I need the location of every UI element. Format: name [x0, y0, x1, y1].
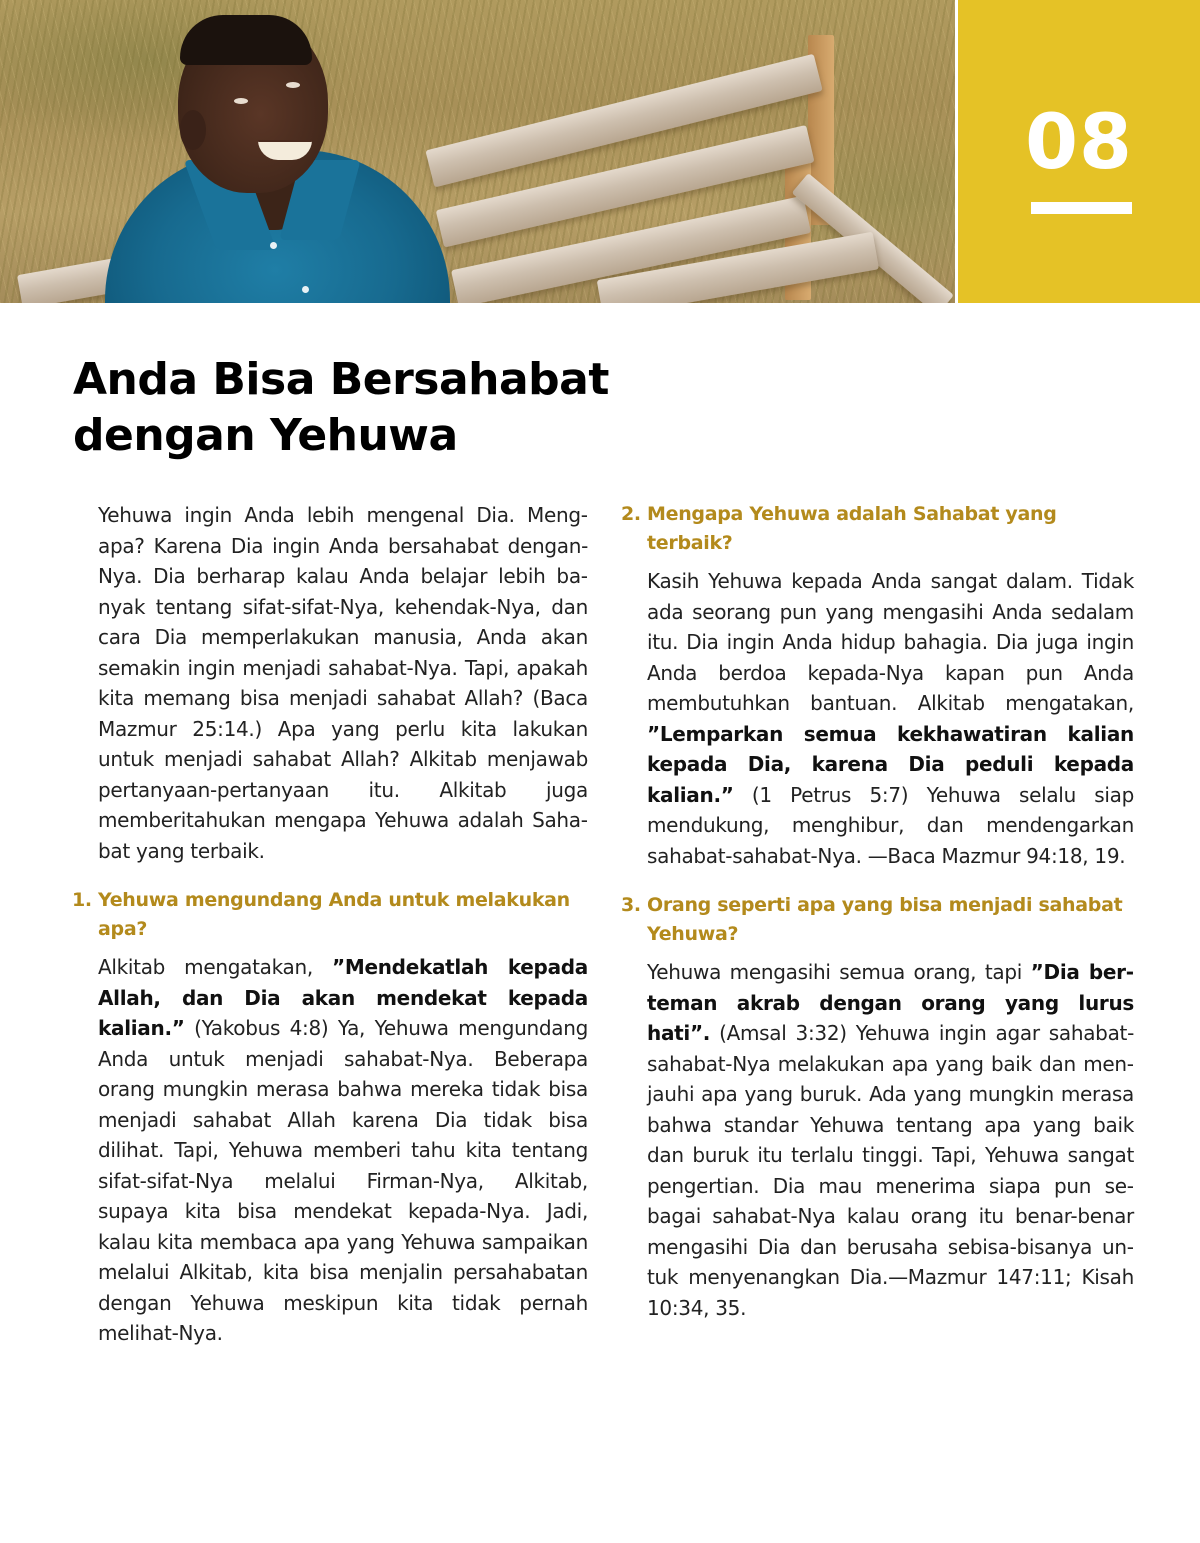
eye [286, 82, 300, 88]
hair [180, 15, 312, 65]
question-heading [72, 886, 588, 944]
ear [180, 110, 206, 150]
title-line-1: Anda Bisa Bersahabat [73, 354, 609, 405]
eye [234, 98, 248, 104]
question-text: Orang seperti apa yang bisa menjadi sahabat Yehuwa? [647, 894, 1123, 945]
left-column [72, 500, 588, 1349]
scripture-quote: ”Lemparkan semua kekhawatiran kalian kepada Dia, karena Dia peduli kepada kalian.” [647, 721, 1134, 807]
question-number: 3. [621, 894, 641, 916]
answer-text: (1 Petrus 5:7) Yehuwa selalu siap mendukung, menghibur, dan mendengarkan sahabat-sahabat-Nya. —Baca Mazmur 94:18, 19. [647, 782, 1134, 868]
answer-paragraph [98, 952, 588, 1349]
question-text: Mengapa Yehuwa adalah Sahabat yang terbaik? [647, 503, 1057, 554]
answer-text: (Amsal 3:32) Yehuwa ingin agar sahabat-sahabat-Nya melakukan apa yang baik dan menjauhi apa yang buruk. Ada yang mungkin merasa bahwa standar Yehuwa tentang apa yang baik dan buruk itu terlalu tinggi. Tapi, Yehuwa sangat pengertian. Dia mau menerima siapa pun sebagai sahabat-Nya kalau orang itu benar-benar mengasihi Dia dan berusaha sebisa-bisanya untuk menyenangkan Dia.—Mazmur 147:11; Kisah 10:34, 35. [647, 1021, 1134, 1320]
hero-photo [0, 0, 955, 303]
question-number: 2. [621, 503, 641, 525]
answer-text: (Yakobus 4:8) Ya, Yehuwa mengundang Anda untuk menjadi sahabat-Nya. Beberapa orang mungkin merasa bahwa mereka tidak bisa menjadi sahabat Allah karena Dia tidak bisa dilihat. Tapi, Yehuwa memberi tahu kita tentang sifat-sifat-Nya melalui Firman-Nya, Alkitab, supaya kita bisa mendekat kepada-Nya. Jadi, kalau kita membaca apa yang Yehuwa sampaikan melalui Alkitab, kita bisa menjalin persahabatan dengan Yehuwa meskipun kita tidak pernah melihat-Nya. [98, 1016, 588, 1345]
title-line-2: dengan Yehuwa [73, 410, 458, 461]
section-2 [621, 500, 1134, 871]
lesson-number-badge [958, 0, 1200, 303]
answer-paragraph [647, 566, 1134, 871]
answer-text: Yehuwa mengasihi semua orang, tapi [647, 960, 1031, 984]
page-title [73, 352, 609, 464]
lesson-number: 08 [1025, 97, 1133, 186]
section-3 [621, 891, 1134, 1323]
person-figure [0, 0, 460, 303]
shirt-button [302, 286, 309, 293]
scripture-quote: ”Dia berteman akrab dengan orang yang lurus hati”. [647, 960, 1134, 1045]
question-heading [621, 500, 1134, 558]
question-number: 1. [72, 889, 92, 911]
section-1 [72, 886, 588, 1349]
right-column [621, 500, 1134, 1323]
answer-paragraph [647, 957, 1134, 1323]
answer-text: Kasih Yehuwa kepada Anda sangat dalam. Tidak ada seorang pun yang mengasihi Anda sedalam itu. Dia ingin Anda hidup bahagia. Dia juga ingin Anda berdoa kepada-Nya kapan pun Anda membutuhkan bantuan. Alkitab mengatakan, [647, 569, 1134, 715]
scripture-quote: ”Mendekatlah kepada Allah, dan Dia akan mendekat kepada kalian.” [98, 955, 588, 1040]
question-heading [621, 891, 1134, 949]
badge-underline [1031, 202, 1132, 214]
intro-paragraph: Yehuwa ingin Anda lebih mengenal Dia. Mengapa? Karena Dia ingin Anda bersahabat dengan-Nya. Dia berharap kalau Anda belajar lebih banyak tentang sifat-sifat-Nya, kehendak-Nya, dan cara Dia memperlakukan manusia, Anda akan semakin ingin menjadi sahabat-Nya. Tapi, apakah kita memang bisa menjadi sahabat Allah? (Baca Mazmur 25:14.) Apa yang perlu kita lakukan untuk menjadi sahabat Allah? Alkitab menjawab pertanyaan-pertanyaan itu. Alkitab juga memberitahukan mengapa Yehuwa adalah Sahabat yang terbaik. [98, 503, 588, 863]
answer-text: Alkitab mengatakan, [98, 955, 333, 979]
shirt-button [270, 242, 277, 249]
question-text: Yehuwa mengundang Anda untuk melakukan apa? [98, 889, 570, 940]
